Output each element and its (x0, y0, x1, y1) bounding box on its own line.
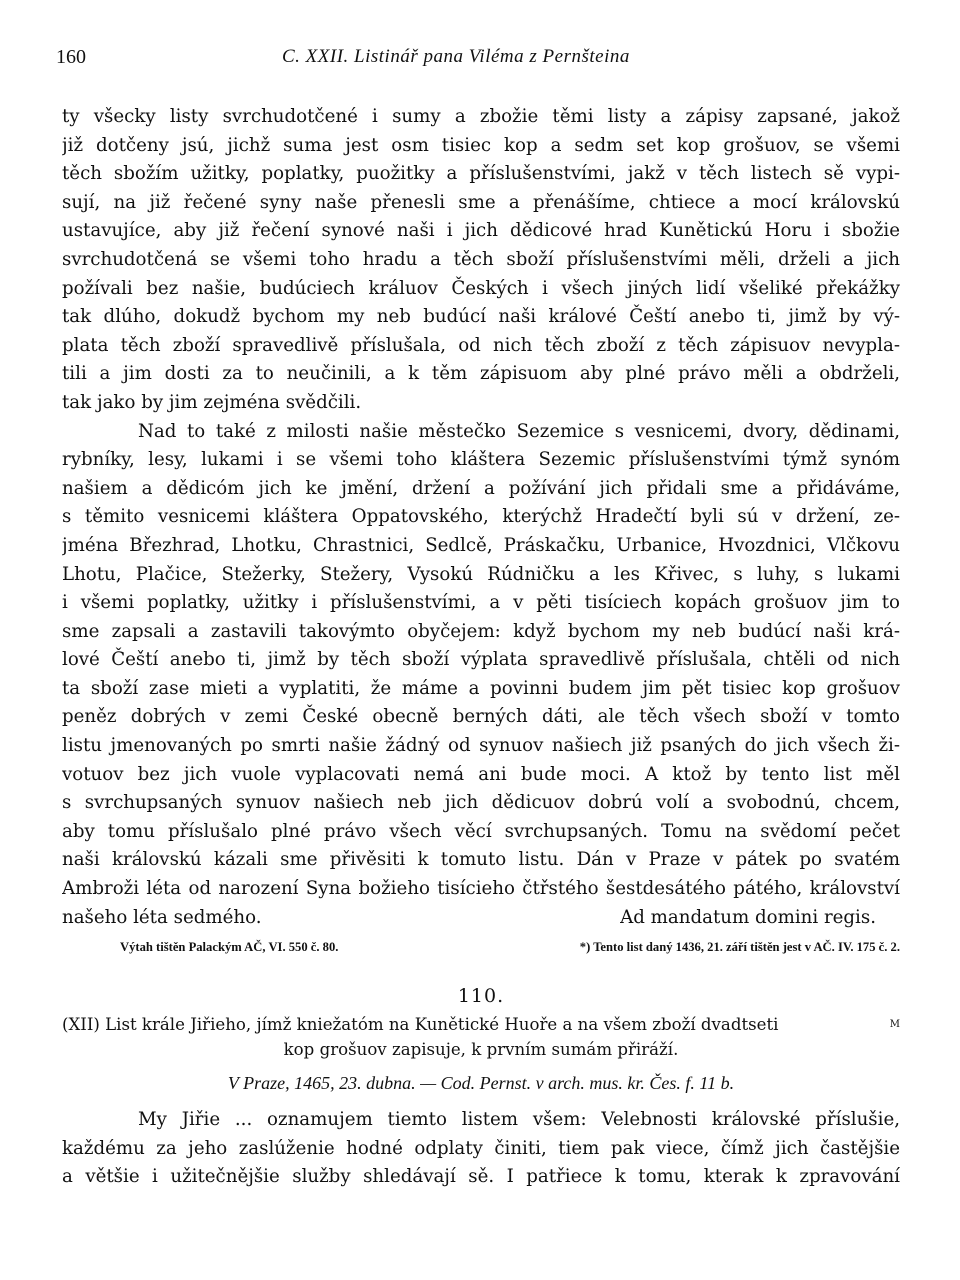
main-text (62, 103, 900, 932)
text-line: sme zapsali a zastavili takovýmto obyčejem: když bychom my neb budúcí naši krá- (62, 620, 900, 642)
text-line: i všemi poplatky, užitky i příslušenstvími, a v pěti tisíciech kopách grošuov jim to (62, 592, 900, 614)
source-note: V Praze, 1465, 23. dubna. — Cod. Pernst. v arch. mus. kr. Čes. f. 11 b. (227, 1073, 735, 1094)
text-line: aby tomu příslušalo plné právo všech věcí svrchupsaných. Tomu na svědomí pečet (62, 820, 900, 842)
regest (62, 1012, 900, 1062)
text-line: ty všecky listy svrchudotčené i sumy a zbožie těmi listy a zápisy zapsané, jakož (62, 106, 900, 127)
text-line: jména Březhrad, Lhotku, Chrastnici, Sedlcě, Práskačku, Urbanice, Hvozdnici, Vlčkovu (62, 534, 900, 556)
text-line: votuov bez jich vuole vyplacovati nemá ani bude moci. A ktož by tento list měl (62, 763, 900, 785)
text-line: lové Čeští anebo ti, jimž by těch sboží výplata spravedlivě příslušala, chtěli od nich (62, 649, 900, 671)
page-number: 160 (56, 46, 86, 68)
footnote-right: *) Tento list daný 1436, 21. září tištěn jest v AČ. IV. 175 č. 2. (579, 940, 900, 955)
regest-line: kop grošuov zapisuje, k prvním sumám přiráží. (283, 1040, 679, 1060)
text-line: každému za jeho zaslúženie hodné odplaty činiti, tiem pak viece, čímž jich častějšie (62, 1137, 900, 1159)
regest-marker: M (889, 1019, 900, 1031)
document-text (62, 1106, 900, 1192)
paragraph-sezemice (62, 418, 900, 933)
closing-text: našeho léta sedmého. (62, 906, 262, 928)
text-line: ta sboží zase mieti a vyplatiti, že máme a povinni budem jim pět tisiec kop grošuov (62, 677, 900, 699)
text-line: tili a jim dosti za to neučinili, a k těm zápisuom aby plné právo měli a obdrželi, (62, 363, 900, 385)
closing-line (62, 904, 900, 933)
text-line: Lhotu, Plačice, Stežerky, Stežery, Vysokú Rúdničku a les Křivec, s luhy, s lukami (62, 563, 900, 585)
document-number: 110. (457, 985, 505, 1008)
regest-line (62, 1012, 900, 1037)
book-page (56, 44, 900, 1192)
running-title: C. XXII. Listinář pana Viléma z Pernšteina (282, 46, 630, 67)
text-line: požívali bez našie, budúciech králuov Českých i všech jiných lidí všeliké překážky (62, 277, 900, 299)
text-line: těch sbožím užitky, poplatky, puožitky a příslušenstvími, jakž v těch listech sě vypi- (62, 163, 900, 185)
text-line: s těmito vesnicemi kláštera Oppatovského, kterýchž Hradečtí byli sú v držení, ze- (62, 506, 900, 528)
text-line: již dotčeny jsú, jichž suma jest osm tisiec kop a sedm set kop grošuov, se všemi (62, 134, 900, 156)
text-line: a většie i užitečnějšie služby shledávají sě. I patřiece k tomu, kterak k zpravování (62, 1166, 900, 1188)
text-line: s svrchupsaných synuov našiech neb jich dědicuov dobrú volí a svobodnú, chcem, (62, 792, 900, 814)
running-head (56, 44, 900, 78)
text-line: naši královskú kázali sme přivěsiti k tomuto listu. Dán v Praze v pátek po svatém (62, 849, 900, 871)
paragraph-continued (62, 103, 900, 418)
text-line: ustavujíce, aby již řečení synové naši i jich dědicové hrad Kunětickú Horu i sbožie (62, 220, 900, 242)
text-line: listu jmenovaných po smrti našie žádný od synuov našiech již psaných do jich všech ži- (62, 735, 900, 757)
footnote-left: Výtah tištěn Palackým AČ, VI. 550 č. 80. (120, 940, 339, 955)
footnotes (62, 938, 900, 956)
text-line: peněz dobrých v zemi České obecně berných dáti, ale těch všech sboží v tomto (62, 706, 900, 728)
regest-text: (XII) List krále Jiřieho, jímž kniežatóm na Kunětické Huoře a na všem zboží dvadtseti (62, 1015, 779, 1035)
text-line: My Jiřie ... oznamujem tiemto listem všem: Velebnosti královské příslušie, (138, 1109, 900, 1131)
text-line: tak dlúho, dokudž bychom my neb budúcí naši králové Čeští anebo ti, jimž by vý- (62, 306, 900, 328)
text-line: Ambroži léta od narození Syna božieho tisícieho čtřstého šestdesátého pátého, království (62, 878, 900, 900)
chancery-formula: Ad mandatum domini regis. (620, 906, 876, 928)
text-line: sují, na již řečené syny naše přenesli sme a přenášíme, chtiece a mocí královskú (62, 191, 900, 213)
text-line: rybníky, lesy, lukami i se všemi toho kláštera Sezemic příslušenstvími týmž synóm (62, 449, 900, 471)
text-line: svrchudotčená se všemi toho hradu a těch sboží příslušenstvími měli, drželi a jich (62, 248, 900, 270)
text-line: tak jako by jim zejména svědčili. (62, 391, 362, 413)
text-line: plata těch zboží spravedlivě příslušala, od nich těch zboží z těch zápisuov nevypla- (62, 334, 900, 356)
text-line: Nad to také z milosti našie městečko Sezemice s vesnicemi, dvory, dědinami, (138, 420, 900, 442)
text-line: našiem a dědicóm jich ke jmění, držení a požívání jich přidali sme a přidáváme, (62, 477, 900, 499)
